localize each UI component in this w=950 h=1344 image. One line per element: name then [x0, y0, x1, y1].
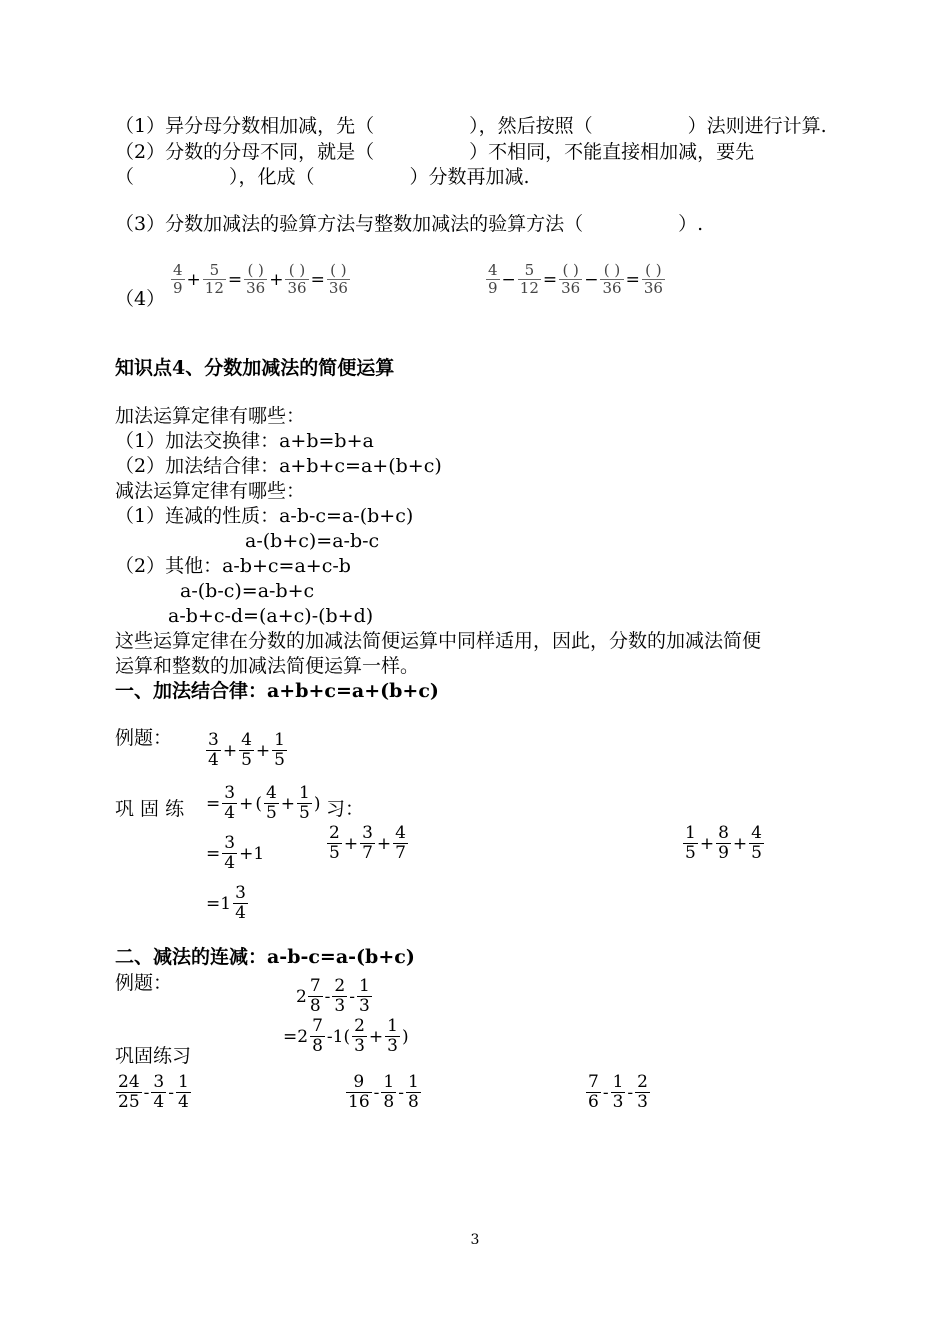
fraction	[716, 824, 731, 863]
denominator: 3	[334, 996, 346, 1016]
numerator: ( )	[285, 262, 308, 280]
operator: =	[206, 793, 221, 814]
numerator: 2	[329, 823, 340, 843]
operator: +	[732, 833, 748, 854]
operator: -	[324, 986, 331, 1007]
text-line: 这些运算定律在分数的加减法简便运算中同样适用，因此，分数的加减法简便	[115, 630, 762, 652]
fraction	[176, 1073, 191, 1112]
numerator: 3	[362, 823, 373, 843]
fill-blank-line-2: （2）分数的分母不同，就是（ ）不相同，不能直接相加减，要先	[115, 141, 755, 163]
fraction-blank	[327, 262, 350, 297]
numerator: 4	[173, 261, 183, 279]
denominator: 5	[274, 750, 285, 770]
operator: +	[280, 793, 296, 814]
denominator: 36	[328, 279, 348, 297]
numerator: 1	[387, 1016, 398, 1036]
text-line: a-b+c-d=(a+c)-(b+d)	[168, 605, 374, 627]
fraction	[346, 1073, 372, 1112]
fraction	[310, 1017, 325, 1056]
fraction	[352, 1017, 367, 1056]
operator: +	[376, 833, 392, 854]
numerator: 5	[518, 262, 541, 280]
numerator: ( )	[642, 262, 665, 280]
example-expression-line-3	[205, 834, 265, 873]
example-label: 例题：	[115, 972, 173, 994]
denominator: 4	[208, 750, 219, 770]
fraction	[151, 1073, 166, 1112]
fraction	[518, 262, 541, 297]
operator: -	[398, 1082, 404, 1103]
numerator: 3	[235, 883, 246, 903]
operator: +1	[239, 843, 265, 864]
mixed-number-whole: 2	[296, 986, 307, 1007]
numerator: 1	[358, 976, 370, 996]
operator: +	[699, 833, 715, 854]
operator: +	[255, 740, 271, 761]
numerator: 3	[153, 1072, 165, 1092]
practice-expression-1	[115, 1073, 192, 1112]
fraction	[611, 1073, 626, 1112]
example-expression-line-4	[205, 884, 249, 923]
numerator: 4	[395, 823, 406, 843]
text-line: 减法运算定律有哪些：	[115, 480, 306, 502]
section-heading: 二、减法的连减：a-b-c=a-(b+c)	[115, 946, 415, 968]
fraction	[206, 731, 221, 770]
numerator: 3	[224, 833, 236, 853]
operator: −	[584, 269, 599, 290]
text-line: 加法运算定律有哪些：	[115, 405, 306, 427]
fraction	[308, 977, 323, 1016]
denominator: 5	[299, 803, 310, 823]
denominator: 36	[602, 279, 622, 297]
numerator: 4	[751, 823, 762, 843]
numerator: ( )	[600, 262, 623, 280]
numerator: 1	[685, 823, 696, 843]
page-number: 3	[470, 1232, 480, 1248]
numerator: 4	[241, 730, 252, 750]
subtraction-equation	[485, 262, 666, 297]
operator: =	[542, 269, 558, 290]
fraction	[360, 824, 375, 863]
operator: -	[602, 1082, 609, 1103]
numerator: ( )	[327, 262, 350, 280]
section-heading: 一、加法结合律：a+b+c=a+(b+c)	[115, 680, 439, 702]
denominator: 16	[348, 1092, 370, 1112]
denominator: 12	[204, 279, 224, 297]
operator: =	[227, 269, 243, 290]
denominator: 3	[612, 1092, 624, 1112]
operator: =	[206, 843, 221, 864]
fill-blank-line-3: （ ），化成（ ）分数再加减.	[115, 166, 530, 188]
addition-equation	[170, 262, 351, 297]
text-line: a-(b+c)=a-b-c	[245, 530, 380, 552]
denominator: 4	[224, 803, 236, 823]
fraction	[357, 977, 372, 1016]
fraction-blank	[600, 262, 623, 297]
numerator: 7	[312, 1016, 323, 1036]
denominator: 8	[383, 1092, 395, 1112]
fraction	[683, 824, 698, 863]
paren: (	[255, 793, 262, 814]
fill-blank-line-1: （1）异分母分数相加减，先（ ），然后按照（ ）法则进行计算.	[115, 115, 827, 137]
numerator: 7	[309, 976, 321, 996]
denominator: 4	[153, 1092, 165, 1112]
denominator: 36	[643, 279, 663, 297]
numerator: 4	[265, 783, 277, 803]
operator: -	[168, 1082, 174, 1103]
fraction	[385, 1017, 400, 1056]
operator: -	[349, 986, 355, 1007]
example-expression-line-2	[282, 1017, 410, 1056]
numerator: 2	[354, 1016, 365, 1036]
practice-expression-2	[682, 824, 765, 863]
numerator: 2	[334, 976, 346, 996]
operator: -	[143, 1082, 150, 1103]
fraction	[264, 784, 279, 823]
numerator: 1	[407, 1072, 419, 1092]
denominator: 5	[685, 843, 696, 863]
denominator: 36	[246, 279, 266, 297]
numerator: 9	[346, 1073, 372, 1093]
practice-label-part-1: 巩 固 练	[115, 798, 185, 820]
denominator: 3	[637, 1092, 648, 1112]
fraction	[171, 262, 185, 297]
numerator: 1	[299, 783, 310, 803]
practice-expression-2	[345, 1073, 422, 1112]
fraction	[233, 884, 248, 923]
fraction	[222, 784, 237, 823]
fraction	[393, 824, 408, 863]
denominator: 3	[387, 1036, 398, 1056]
text-line: （2）其他：a-b+c=a+c-b	[115, 555, 351, 577]
paren: )	[402, 1026, 409, 1047]
mixed-number-whole: =1	[206, 893, 232, 914]
operator: =	[625, 269, 640, 290]
fraction	[239, 731, 254, 770]
fraction	[749, 824, 764, 863]
denominator: 4	[224, 853, 236, 873]
numerator: ( )	[559, 262, 582, 280]
fraction	[297, 784, 312, 823]
section-heading: 知识点4、分数加减法的简便运算	[115, 357, 395, 379]
practice-expression-1	[326, 824, 409, 863]
operator: +	[269, 269, 284, 290]
numerator: 7	[588, 1072, 599, 1092]
denominator: 6	[588, 1092, 599, 1112]
denominator: 12	[519, 279, 539, 297]
fraction	[272, 731, 287, 770]
operator: =	[310, 269, 325, 290]
denominator: 9	[173, 279, 183, 297]
example-label: 例题：	[115, 727, 173, 749]
denominator: 9	[488, 279, 498, 297]
fraction	[222, 834, 237, 873]
fraction	[332, 977, 347, 1016]
practice-expression-3	[585, 1073, 651, 1112]
operator: +	[343, 833, 359, 854]
numerator: 1	[383, 1072, 395, 1092]
numerator: 5	[203, 262, 226, 280]
example-expression-line-1	[205, 731, 288, 770]
fraction-blank	[642, 262, 665, 297]
numerator: ( )	[244, 262, 267, 280]
example-expression-line-1	[296, 977, 373, 1016]
numerator: 24	[118, 1072, 140, 1092]
denominator: 36	[287, 279, 307, 297]
text-line: （1）加法交换律：a+b=b+a	[115, 430, 374, 452]
numerator: 3	[208, 730, 219, 750]
item-4-label: （4）	[115, 288, 166, 310]
operator: +	[239, 793, 254, 814]
fraction	[116, 1073, 142, 1112]
fraction	[327, 824, 342, 863]
numerator: 4	[488, 261, 498, 279]
fraction	[635, 1073, 650, 1112]
fill-blank-line-4: （3）分数加减法的验算方法与整数加减法的验算方法（ ）.	[115, 213, 704, 235]
denominator: 8	[312, 1036, 323, 1056]
denominator: 3	[358, 996, 370, 1016]
operator: +	[368, 1026, 384, 1047]
operator: -	[373, 1082, 380, 1103]
denominator: 8	[309, 996, 321, 1016]
text-line: 运算和整数的加减法简便运算一样。	[115, 655, 420, 677]
paren: )	[313, 793, 321, 814]
denominator: 36	[561, 279, 581, 297]
fraction	[406, 1073, 421, 1112]
numerator: 3	[224, 783, 236, 803]
text-line: a-(b-c)=a-b+c	[180, 580, 315, 602]
practice-label: 巩固练习	[115, 1045, 192, 1067]
operator: −	[501, 269, 516, 290]
denominator: 7	[395, 843, 406, 863]
fraction	[486, 262, 500, 297]
fraction-blank	[244, 262, 267, 297]
denominator: 8	[407, 1092, 419, 1112]
numerator: 1	[274, 730, 285, 750]
fraction-blank	[559, 262, 582, 297]
denominator: 4	[235, 903, 246, 923]
text-line: （1）连减的性质：a-b-c=a-(b+c)	[115, 505, 414, 527]
operator: +	[222, 740, 238, 761]
operator: +	[186, 269, 201, 290]
denominator: 5	[329, 843, 340, 863]
numerator: 2	[637, 1072, 648, 1092]
denominator: 5	[241, 750, 252, 770]
fraction	[203, 262, 226, 297]
denominator: 25	[118, 1092, 140, 1112]
practice-label-part-2: 习：	[326, 798, 365, 820]
example-expression-line-2	[205, 784, 322, 823]
denominator: 9	[718, 843, 729, 863]
operator: =2	[283, 1026, 309, 1047]
text-line: （2）加法结合律：a+b+c=a+(b+c)	[115, 455, 442, 477]
fraction-blank	[285, 262, 308, 297]
denominator: 3	[354, 1036, 365, 1056]
numerator: 1	[612, 1072, 624, 1092]
denominator: 7	[362, 843, 373, 863]
numerator: 1	[177, 1072, 189, 1092]
denominator: 5	[751, 843, 762, 863]
denominator: 4	[177, 1092, 189, 1112]
fraction	[586, 1073, 601, 1112]
denominator: 5	[265, 803, 277, 823]
operator: -1(	[326, 1026, 351, 1047]
numerator: 8	[718, 823, 729, 843]
operator: -	[627, 1082, 634, 1103]
fraction	[381, 1073, 396, 1112]
